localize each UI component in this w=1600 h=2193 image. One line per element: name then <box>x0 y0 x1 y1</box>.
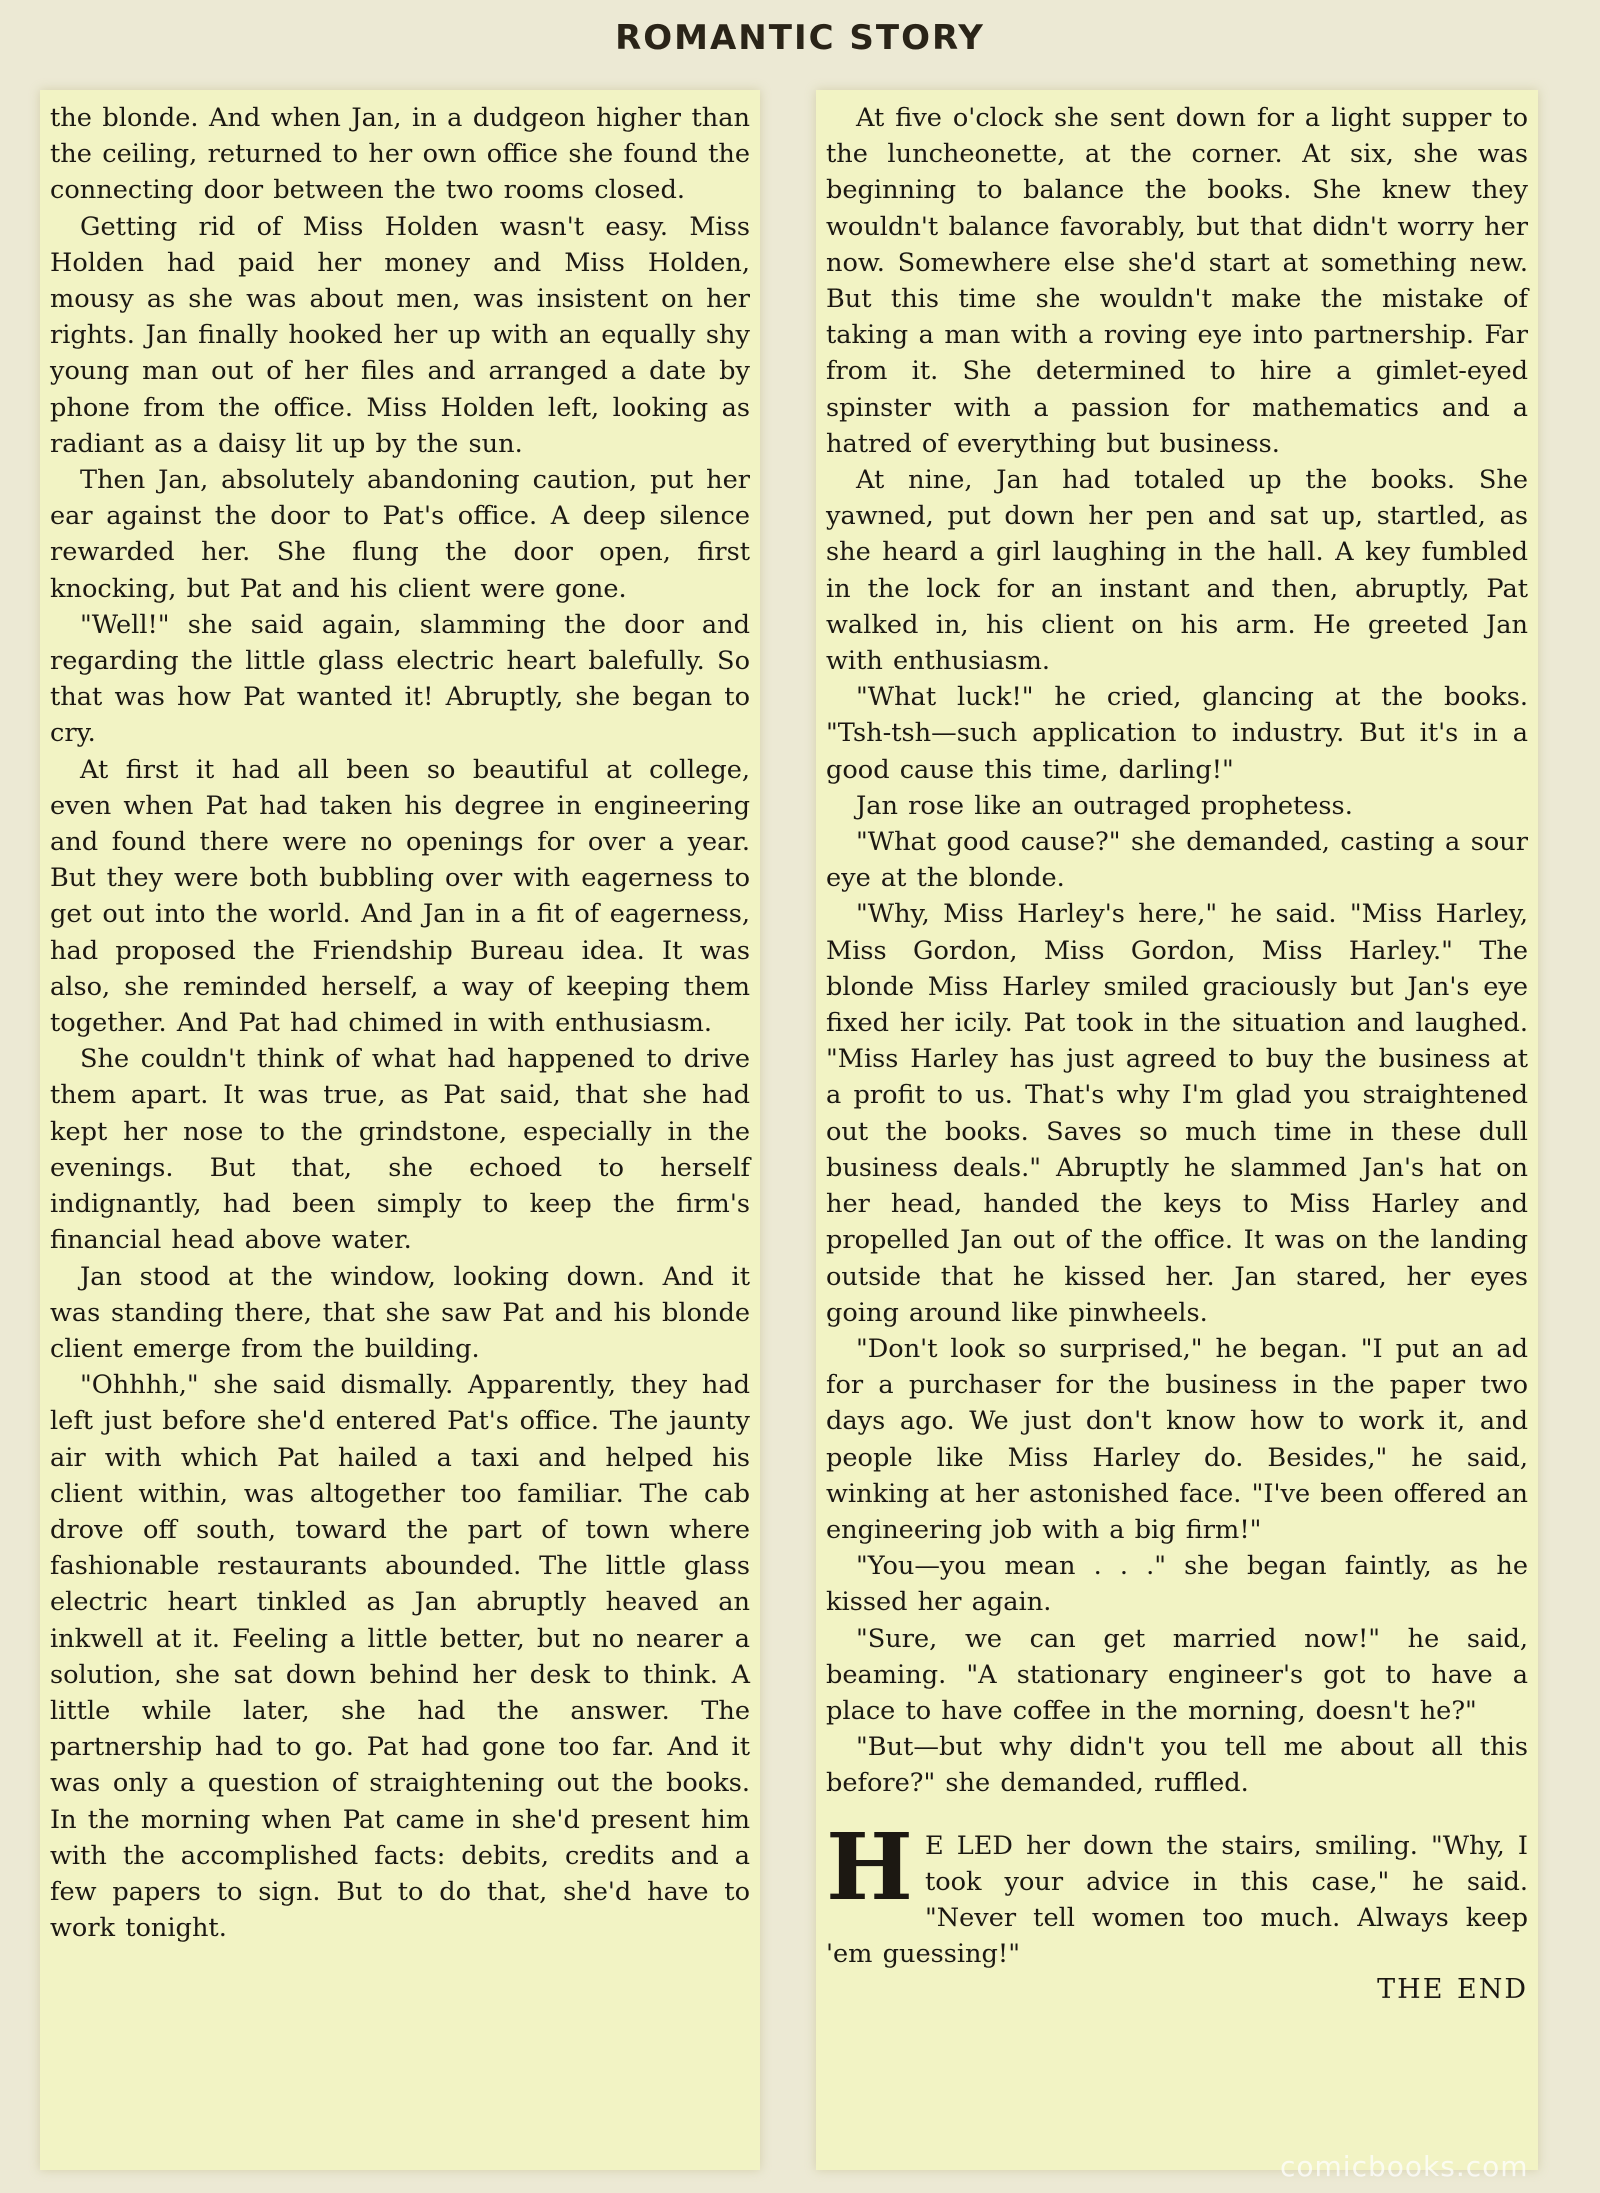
the-end-label: THE END <box>1377 1974 1528 2006</box>
drop-cap-letter: H <box>826 1812 913 1921</box>
paragraph: At first it had all been so beautiful at college, even when Pat had taken his degree in engineering and found there were no openings for over a year. But they were both bubbling over with eagerness to get out into the world. And Jan in a fit of eagerness, had proposed the Friendship Bureau idea. It was also, she reminded herself, a way of keeping them together. And Pat had chimed in with enthusiasm. <box>50 754 750 1039</box>
paragraph: "What luck!" he cried, glancing at the books. "Tsh-tsh—such application to industry. But it's in a good cause this time, darling!" <box>826 682 1528 785</box>
page-header: ROMANTIC STORY <box>615 18 985 58</box>
paragraph: "What good cause?" she demanded, casting a sour eye at the blonde. <box>826 827 1528 894</box>
paragraph: At five o'clock she sent down for a light supper to the luncheonette, at the corner. At six, she was beginning to balance the books. She knew they wouldn't balance favorably, but that didn't worry her now. Somewhere else she'd start at something new. But this time she wouldn't make the mistake of taking a man with a roving eye into partnership. Far from it. She determined to hire a gimlet-eyed spinster with a passion for mathematics and a hatred of everything but business. <box>826 103 1528 459</box>
paragraph: She couldn't think of what had happened to drive them apart. It was true, as Pat said, that she had kept her nose to the grindstone, especially in the evenings. But that, she echoed to herself indignantly, had been simply to keep the firm's financial head above water. <box>50 1044 750 1256</box>
paragraph: "You—you mean . . ." she began faintly, as he kissed her again. <box>826 1551 1528 1618</box>
final-paragraph-text: E LED her down the stairs, smiling. "Why, I took your advice in this case," he said. "Never tell women too much. Always keep 'em guessing!" <box>826 1830 1528 1970</box>
right-column <box>826 100 1528 2009</box>
paragraph: "Don't look so surprised," he began. "I put an ad for a purchaser for the business in the paper two days ago. We just don't know how to work it, and people like Miss Harley do. Besides," he said, winking at her astonished face. "I've been offered an engineering job with a big firm!" <box>826 1333 1528 1545</box>
left-column <box>50 100 750 1946</box>
paragraph: Getting rid of Miss Holden wasn't easy. Miss Holden had paid her money and Miss Holden, mousy as she was about men, was insistent on her rights. Jan finally hooked her up with an equally shy young man out of her files and arranged a date by phone from the office. Miss Holden left, looking as radiant as a daisy lit up by the sun. <box>50 211 750 459</box>
paragraph: Jan rose like an outraged prophetess. <box>856 790 1353 821</box>
paragraph: Jan stood at the window, looking down. And it was standing there, that she saw Pat and his blonde client emerge from the building. <box>50 1261 750 1364</box>
paragraph: Then Jan, absolutely abandoning caution, put her ear against the door to Pat's office. A deep silence rewarded her. She flung the door open, first knocking, but Pat and his client were gone. <box>50 465 750 604</box>
final-paragraph <box>826 1812 1528 1973</box>
paragraph: "Well!" she said again, slamming the door and regarding the little glass electric heart balefully. So that was how Pat wanted it! Abruptly, she began to cry. <box>50 609 750 749</box>
paragraph: the blonde. And when Jan, in a dudgeon higher than the ceiling, returned to her own office she found the connecting door between the two rooms closed. <box>50 103 750 206</box>
site-watermark: comicbooks.com <box>1280 2150 1529 2183</box>
paragraph: "Ohhhh," she said dismally. Apparently, they had left just before she'd entered Pat's office. The jaunty air with which Pat hailed a taxi and helped his client within, was altogether too familiar. The cab drove off south, toward the part of town where fashionable restaurants abounded. The little glass electric heart tinkled as Jan abruptly heaved an inkwell at it. Feeling a little better, but no nearer a solution, she sat down behind her desk to think. A little while later, she had the answer. The partnership had to go. Pat had gone too far. And it was only a question of straightening out the books. In the morning when Pat came in she'd present him with the accomplished facts: debits, credits and a few papers to sign. But to do that, she'd have to work tonight. <box>50 1370 750 1944</box>
paragraph: "Sure, we can get married now!" he said, beaming. "A stationary engineer's got to have a place to have coffee in the morning, doesn't he?" <box>826 1623 1528 1726</box>
paragraph: "Why, Miss Harley's here," he said. "Miss Harley, Miss Gordon, Miss Gordon, Miss Harley." The blonde Miss Harley smiled graciously but Jan's eye fixed her icily. Pat took in the situation and laughed. "Miss Harley has just agreed to buy the business at a profit to us. That's why I'm glad you straightened out the books. Saves so much time in these dull business deals." Abruptly he slammed Jan's hat on her head, handed the keys to Miss Harley and propelled Jan out of the office. It was on the landing outside that he kissed her. Jan stared, her eyes going around like pinwheels. <box>826 899 1528 1328</box>
paragraph: At nine, Jan had totaled up the books. She yawned, put down her pen and sat up, startled, as she heard a girl laughing in the hall. A key fumbled in the lock for an instant and then, abruptly, Pat walked in, his client on his arm. He greeted Jan with enthusiasm. <box>826 465 1528 677</box>
paragraph: "But—but why didn't you tell me about all this before?" she demanded, ruffled. <box>826 1732 1528 1799</box>
